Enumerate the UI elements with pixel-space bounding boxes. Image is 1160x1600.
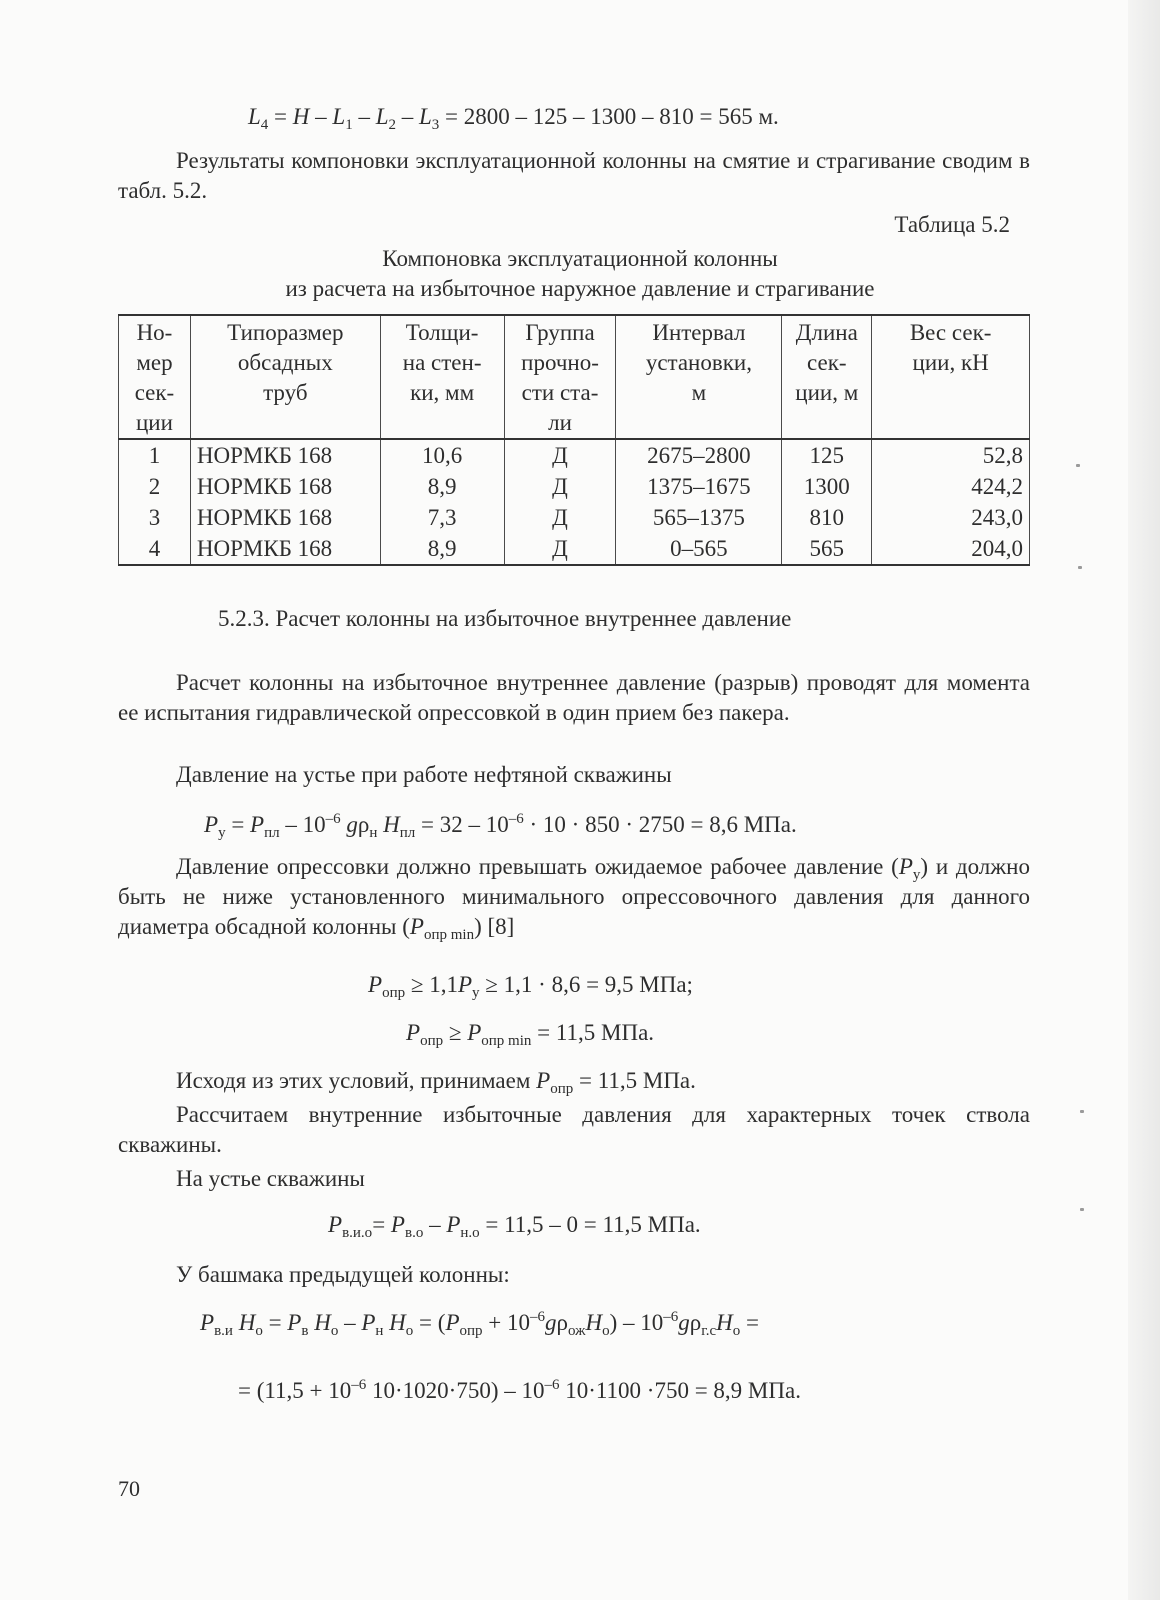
formula-var: L [375, 104, 389, 129]
formula-rhs: = 2800 – 125 – 1300 – 810 = 565 м. [439, 104, 779, 129]
paragraph-accept: Исходя из этих условий, принимаем $P_{опр} = 11,5$ МПа. [176, 1068, 696, 1097]
cell-interval: 1375–1675 [616, 471, 782, 502]
cell-thickness: 8,9 [380, 471, 504, 502]
cell-length: 565 [782, 533, 872, 565]
formula-rhs: = 11,5 МПа. [531, 1020, 655, 1045]
table-row [119, 533, 1030, 565]
formula-popr-1: $P_{опр} \ge 1,1P_у \ge 1,1 \cdot 8,6 = 9,5$ МПа; [368, 972, 693, 1001]
paragraph-results: Результаты компоновки эксплуатационной колонны на смятие и страгивание сводим в табл. 5.2. [118, 148, 1030, 203]
cell-section: 3 [119, 502, 191, 533]
cell-pipe: НОРМКБ 168 [190, 533, 380, 565]
formula-shoe-line-2: = ($11,5 + 10^{-6}$ $10\cdot 1020\cdot 750) - 10^{-6}$ 10·1100 ·750 = 8,9 МПа. [238, 1377, 801, 1403]
header-section-weight: Вес сек- ции, кН [872, 315, 1030, 439]
formula-py: $P_у = P_{пл} - 10^{-6}$ $g\rho_н$ $H_{пл} = 32 - 10^{-6} \cdot 10 \cdot 850 \cdot 2750 = 8,6$ МПа. [204, 811, 797, 841]
header-section-number: Но- мер сек- ции [119, 315, 191, 439]
cell-length: 125 [782, 439, 872, 471]
formula-pvio: $P_{в.и.о}= P_{в.о} - P_{н.о} = 11,5 - 0 = 11,5$ МПа. [328, 1212, 701, 1241]
table-label: Таблица 5.2 [894, 212, 1010, 237]
scan-speck [1080, 1208, 1084, 1211]
scan-speck [1078, 566, 1082, 569]
formula-rhs: ≥ 1,1 · 8,6 = 9,5 МПа; [479, 972, 693, 997]
scan-speck [1080, 1110, 1084, 1113]
cell-weight: 424,2 [872, 471, 1030, 502]
table-row [119, 439, 1030, 471]
cell-weight: 204,0 [872, 533, 1030, 565]
paragraph-wellhead-pressure: Давление на устье при работе нефтяной скважины [176, 762, 672, 787]
cell-grade: Д [504, 439, 616, 471]
paragraph-internal: Рассчитаем внутренние избыточные давления для характерных точек ствола скважины. [118, 1102, 1030, 1157]
cell-grade: Д [504, 502, 616, 533]
page-number: 70 [118, 1476, 140, 1501]
header-steel-grade: Группа прочно- сти ста- ли [504, 315, 616, 439]
formula-sub: 1 [345, 117, 353, 133]
formula-sub: 3 [431, 117, 440, 133]
formula-rhs: = 11,5 – 0 = 11,5 МПа. [479, 1212, 701, 1237]
formula-popr-2: $P_{опр} \ge P_{опр min} = 11,5$ МПа. [406, 1020, 655, 1049]
cell-interval: 0–565 [616, 533, 782, 565]
table-header-row [119, 315, 1030, 439]
paragraph-shoe: У башмака предыдущей колонны: [176, 1262, 510, 1287]
formula-rhs: = 32 – 10 [415, 812, 509, 837]
formula-var: L [248, 104, 261, 129]
formula-op: = [274, 104, 288, 129]
formula-var: L [332, 104, 346, 129]
cell-interval: 565–1375 [616, 502, 782, 533]
cell-length: 1300 [782, 471, 872, 502]
paragraph-calc: Расчет колонны на избыточное внутреннее давление (разрыв) проводят для момента ее испытания гидравлической опрессовкой в один прием без пакера. [118, 670, 1030, 725]
table-title-line-2: из расчета на избыточное наружное давление и страгивание [285, 276, 875, 301]
cell-thickness: 10,6 [380, 439, 504, 471]
section-heading: 5.2.3. Расчет колонны на избыточное внутреннее давление [218, 606, 792, 631]
casing-layout-table [118, 314, 1030, 566]
formula-rhs: · 10 · 850 · 2750 = 8,6 МПа. [523, 812, 797, 837]
header-section-length: Длина сек- ции, м [782, 315, 872, 439]
cell-section: 4 [119, 533, 191, 565]
table-row [119, 502, 1030, 533]
formula-shoe-line-1: $P_{в.и}$ $H_о = P_в$ $H_о - P_н$ $H_о = (P_{опр} + 10^{-6}g\rho_{ож}H_о) - 10^{-6}g\rho_{г.с}H_о$ = [200, 1309, 760, 1339]
header-pipe-size: Типоразмер обсадных труб [190, 315, 380, 439]
cell-pipe: НОРМКБ 168 [190, 471, 380, 502]
cell-pipe: НОРМКБ 168 [190, 502, 380, 533]
formula-var: L [419, 104, 432, 129]
cell-section: 1 [119, 439, 191, 471]
cell-pipe: НОРМКБ 168 [190, 439, 380, 471]
cell-grade: Д [504, 471, 616, 502]
cell-weight: 52,8 [872, 439, 1030, 471]
cell-thickness: 7,3 [380, 502, 504, 533]
cell-thickness: 8,9 [380, 533, 504, 565]
paragraph-test-pressure: Давление опрессовки должно превышать ожидаемое рабочее давление $(P_у)$ и должно быть не ниже установленного минимального опрессовочного давления для данного диаметра обсадной колонны $(P_{опр min})$ [8] [118, 854, 1030, 943]
header-wall-thickness: Толщи- на стен- ки, мм [380, 315, 504, 439]
cell-weight: 243,0 [872, 502, 1030, 533]
cell-grade: Д [504, 533, 616, 565]
formula-sub: 2 [388, 117, 396, 133]
scan-speck [1076, 464, 1080, 467]
formula-sub: 4 [260, 117, 269, 133]
cell-interval: 2675–2800 [616, 439, 782, 471]
paragraph-wellhead: На устье скважины [176, 1166, 365, 1191]
formula-l4: $L_4 = H - L_1 - L_2 - L_3 = 2800 - 125 - 1300 - 810 = 565$ м. [248, 104, 779, 133]
header-interval: Интервал установки, м [616, 315, 782, 439]
formula-var: H [292, 104, 310, 129]
formula-rhs: ≥ 1,1 [405, 972, 458, 997]
cell-length: 810 [782, 502, 872, 533]
table-title-line-1: Компоновка эксплуатационной колонны [382, 246, 778, 271]
table-row [119, 471, 1030, 502]
cell-section: 2 [119, 471, 191, 502]
scan-edge-shadow [1128, 0, 1160, 1600]
